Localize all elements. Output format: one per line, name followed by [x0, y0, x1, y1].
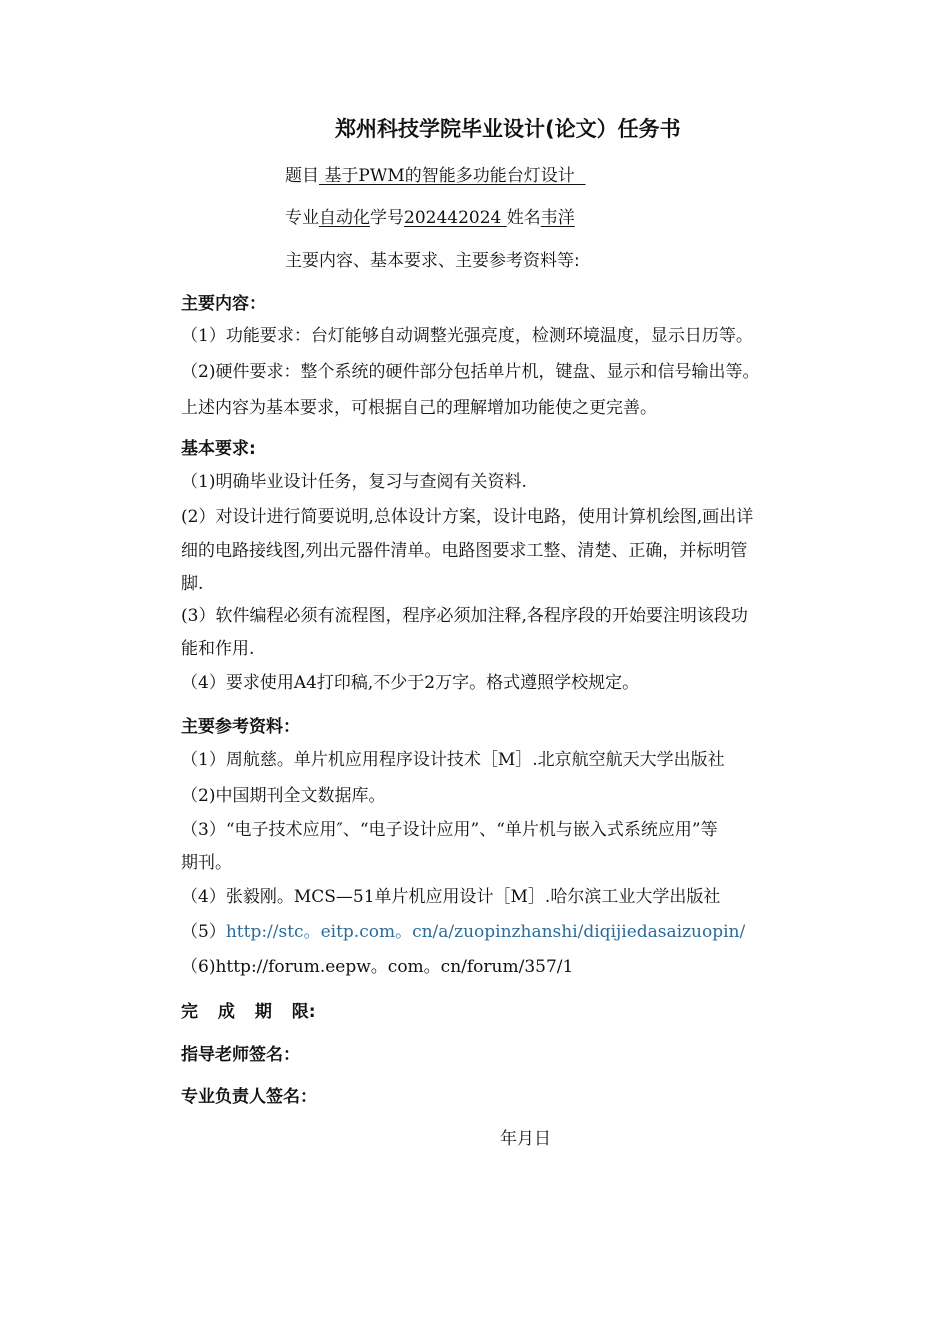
- student-id-value: 202442024: [404, 208, 507, 228]
- content-line: 上述内容为基本要求，可根据自己的理解增加功能使之更完善。: [181, 398, 657, 418]
- deadline-label: 完 成 期 限:: [181, 1002, 316, 1022]
- requirement-line: （4）要求使用A4打印稿,不少于2万字。格式遵照学校规定。: [181, 673, 640, 693]
- topic-value: 基于PWM的智能多功能台灯设计: [319, 166, 586, 186]
- topic-label: 题目: [285, 166, 319, 186]
- requirement-line: (2）对设计进行简要说明,总体设计方案，设计电路，使用计算机绘图,画出详: [181, 507, 754, 527]
- requirement-line: 能和作用.: [181, 639, 255, 659]
- reference-item: （1）周航慈。单片机应用程序设计技术［M］.北京航空航天大学出版社: [181, 750, 725, 770]
- requirement-line: （1)明确毕业设计任务，复习与查阅有关资料.: [181, 472, 527, 492]
- document-title: 郑州科技学院毕业设计(论文）任务书: [335, 117, 681, 141]
- content-line: （2)硬件要求：整个系统的硬件部分包括单片机，键盘、显示和信号输出等。: [181, 362, 760, 382]
- advisor-signature-label: 指导老师签名：: [181, 1045, 300, 1065]
- reference-item: （2)中国期刊全文数据库。: [181, 786, 386, 806]
- requirement-line: 细的电路接线图,列出元器件清单。电路图要求工整、清楚、正确，并标明管: [181, 541, 748, 561]
- reference-item: [181, 920, 745, 944]
- reference-item: （6)http://forum.eepw。com。cn/forum/357/1: [181, 957, 574, 977]
- reference-link[interactable]: http://stc。eitp.com。cn/a/zuopinzhanshi/diqijiedasaizuopin/: [225, 922, 746, 942]
- requirement-line: (3）软件编程必须有流程图，程序必须加注释,各程序段的开始要注明该段功: [181, 606, 748, 626]
- reference-item: （3）“电子技术应用″、“电子设计应用”、“单片机与嵌入式系统应用”等: [181, 820, 718, 840]
- major-value: 自动化: [319, 208, 370, 228]
- requirement-line: 脚.: [181, 574, 204, 594]
- name-value: 韦洋: [540, 208, 575, 228]
- student-info-row: [285, 206, 575, 230]
- content-heading: 主要内容：: [181, 294, 266, 314]
- content-line: （1）功能要求：台灯能够自动调整光强亮度，检测环境温度，显示日历等。: [181, 326, 753, 346]
- overview-heading: 主要内容、基本要求、主要参考资料等:: [285, 251, 580, 271]
- requirements-heading: 基本要求:: [181, 439, 256, 459]
- references-heading: 主要参考资料：: [181, 717, 300, 737]
- topic-row: [285, 164, 586, 188]
- department-head-signature-label: 专业负责人签名：: [181, 1087, 317, 1107]
- date-label: 年月日: [500, 1129, 551, 1149]
- reference-item: （4）张毅刚。MCS—51单片机应用设计［M］.哈尔滨工业大学出版社: [181, 887, 721, 907]
- name-label: 姓名: [506, 208, 541, 228]
- major-label: 专业: [285, 208, 319, 228]
- student-id-label: 学号: [370, 208, 404, 228]
- reference-prefix: （5）: [181, 922, 226, 942]
- reference-item: 期刊。: [181, 853, 232, 873]
